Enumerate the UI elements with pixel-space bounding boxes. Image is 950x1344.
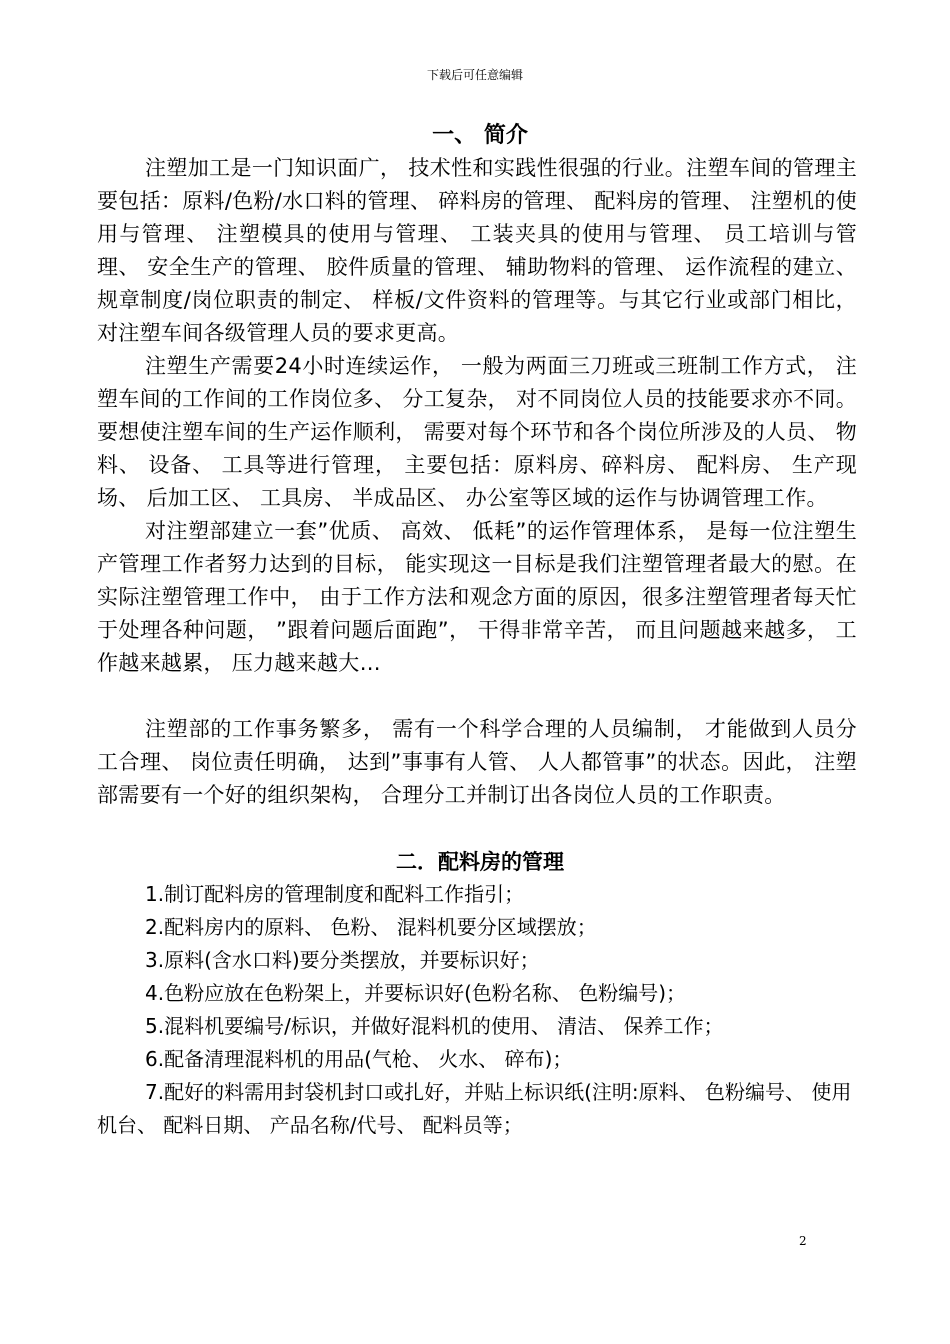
document-body [97,120,857,1142]
list-item: 1.制订配料房的管理制度和配料工作指引； [145,882,525,906]
intro-paragraph-3: 对注塑部建立一套”优质、 高效、 低耗”的运作管理体系， 是每一位注塑生产管理工作者努力达到的目标， 能实现这一目标是我们注塑管理者最大的慰。在实际注塑管理工作中， 由于工作方法和观念方面的原因，很多注塑管理者每天忙于处理各种问题， ”跟着问题后面跑”， 干得非常辛苦， 而且问题越来越多， 工作越来越累， 压力越来越大… [97,519,857,675]
intro-paragraph-4: 注塑部的工作事务繁多， 需有一个科学合理的人员编制， 才能做到人员分工合理、 岗位责任明确， 达到”事事有人管、 人人都管事”的状态。因此， 注塑部需要有一个好的组织架构， 合理分工并制订出各岗位人员的工作职责。 [97,717,857,807]
batching-room-rules-list [97,878,857,1142]
list-item: 3.原料(含水口料)要分类摆放，并要标识好； [145,948,540,972]
list-item: 5.混料机要编号/标识，并做好混料机的使用、 清洁、 保养工作； [145,1014,724,1038]
list-item: 6.配备清理混料机的用品(气枪、 火水、 碎布)； [145,1047,573,1071]
intro-paragraph-2: 注塑生产需要24小时连续运作， 一般为两面三刀班或三班制工作方式， 注塑车间的工作间的工作岗位多、 分工复杂， 对不同岗位人员的技能要求亦不同。要想使注塑车间的生产运作顺利， 需要对每个环节和各个岗位所涉及的人员、 物料、 设备、 工具等进行管理， 主要包括：原料房、碎料房、 配料房、 生产现场、 后加工区、 工具房、 半成品区、 办公室等区域的运作与协调管理工作。 [97,354,857,510]
list-item: 2.配料房内的原料、 色粉、 混料机要分区域摆放； [145,915,597,939]
list-item: 4.色粉应放在色粉架上，并要标识好(色粉名称、 色粉编号)； [145,981,687,1005]
intro-paragraph-1: 注塑加工是一门知识面广， 技术性和实践性很强的行业。注塑车间的管理主要包括：原料/色粉/水口料的管理、 碎料房的管理、 配料房的管理、 注塑机的使用与管理、 注塑模具的使用与管理、 工装夹具的使用与管理、 员工培训与管理、 安全生产的管理、 胶件质量的管理、 辅助物料的管理、 运作流程的建立、 规章制度/岗位职责的制定、 样板/文件资料的管理等。与其它行业或部门相比， 对注塑车间各级管理人员的要求更高。 [97,156,857,345]
section-title-batching-room: 二．配料房的管理 [396,850,564,874]
header-note: 下载后可任意编辑 [426,68,523,82]
list-item: 7.配好的料需用封袋机封口或扎好，并贴上标识纸(注明:原料、 色粉编号、 使用机台、 配料日期、 产品名称/代号、 配料员等； [97,1080,852,1137]
section-title-intro: 一、 简介 [432,123,528,148]
page-number: 2 [799,1234,807,1248]
